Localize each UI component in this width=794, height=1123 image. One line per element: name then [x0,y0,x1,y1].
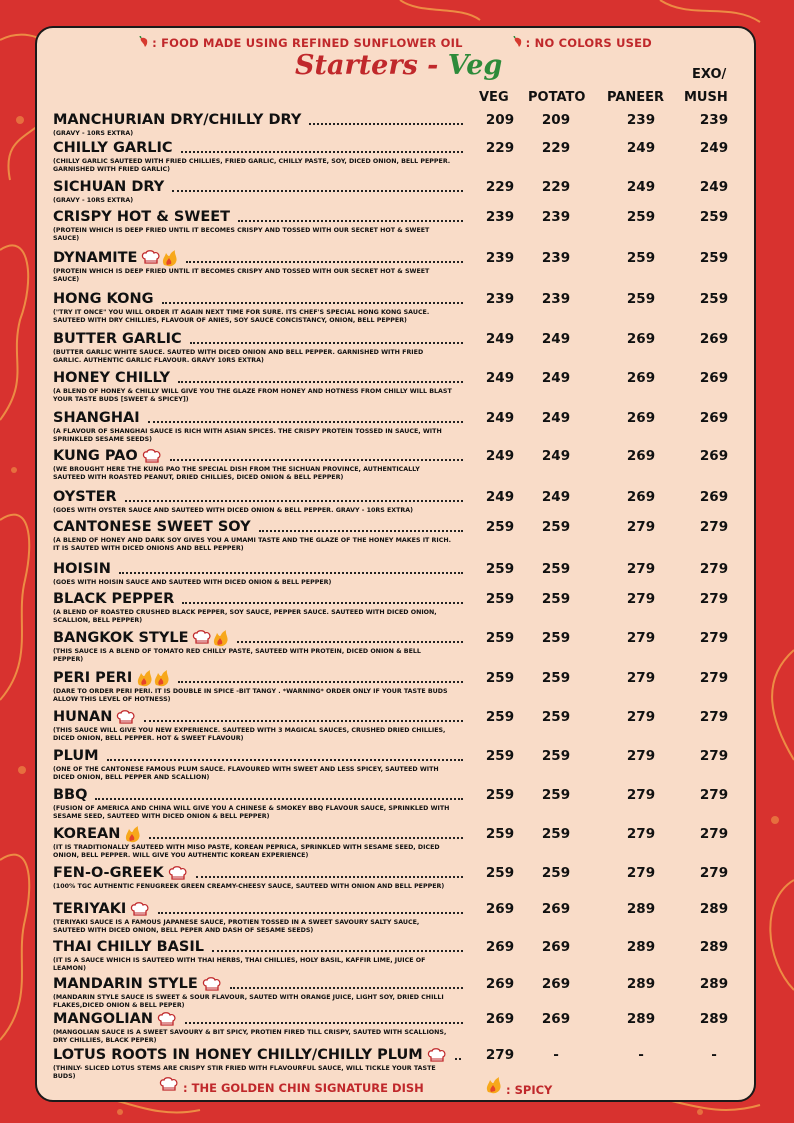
column-header-potato: POTATO [528,90,586,105]
menu-item [53,139,743,175]
price-veg: 209 [485,112,515,128]
dot-leader [185,1021,463,1024]
price-exo-mush: 279 [699,561,729,577]
price-paneer: 279 [626,561,656,577]
menu-item-name: PERI PERI [53,670,133,686]
menu-item [53,178,743,205]
price-exo-mush: 279 [699,748,729,764]
chef-hat-icon [116,710,136,725]
dot-leader [119,571,463,574]
dot-leader [158,911,463,914]
dot-leader [95,797,463,800]
price-potato: 259 [541,748,571,764]
price-paneer: 279 [626,709,656,725]
menu-item-name-line [53,669,463,687]
price-exo-mush: 279 [699,519,729,535]
price-exo-mush: 289 [699,901,729,917]
menu-item [53,747,743,783]
chef-hat-icon [142,449,162,464]
menu-item-description: (WE BROUGHT HERE THE KUNG PAO THE SPECIAL DISH FROM THE SICHUAN PROVINCE, AUTHENTICALLY SAUTEED WITH ROASTED PEANUT, DRIED CHILLIES, DICED ONION & BELL PEPPER) [53,466,420,482]
price-exo-mush: - [711,1047,717,1063]
price-potato: 259 [541,709,571,725]
menu-item-name-line [53,447,463,465]
dot-leader [212,949,463,952]
menu-item-name: HONEY CHILLY [53,370,170,386]
menu-item-description: (100% TGC AUTHENTIC FENUGREEK GREEN CREAMY-CHEESY SAUCE, SAUTEED WITH ONION AND BELL PEPPER) [53,883,445,890]
menu-item-description: (BUTTER GARLIC WHITE SAUCE. SAUTED WITH DICED ONION AND BELL PEPPER. GARNISHED WITH FRIED GARLIC. AUTHENTIC GARLIC FLAVOUR. GRAVY 10RS EXTRA) [53,349,424,365]
price-potato: 249 [541,331,571,347]
chef-hat-icon [159,1077,179,1092]
price-exo-mush: 279 [699,787,729,803]
menu-card [35,26,756,1102]
menu-item [53,518,743,554]
price-veg: 279 [485,1047,515,1063]
price-paneer: 289 [626,939,656,955]
price-potato: 229 [541,140,571,156]
menu-item-description: (MANDARIN STYLE SAUCE IS SWEET & SOUR FLAVOUR, SAUTED WITH ORANGE JUICE, LIGHT SOY, DRIED CHILLI FLAKES,DICED ONION & BELL PEPER) [53,994,444,1010]
price-veg: 249 [485,331,515,347]
price-paneer: 269 [626,370,656,386]
price-veg: 259 [485,591,515,607]
menu-item-name: MANDARIN STYLE [53,976,198,992]
price-exo-mush: 279 [699,630,729,646]
menu-item-name-line [53,975,463,993]
menu-item-description: (A BLEND OF HONEY AND DARK SOY GIVES YOU A UMAMI TASTE AND THE GLAZE OF THE HONEY MAKES IT RICH. IT IS SAUTED WITH DICED ONIONS AND BELL PEPPER) [53,537,452,553]
price-paneer: 269 [626,448,656,464]
price-veg: 249 [485,410,515,426]
menu-item-name-line [53,249,463,267]
dot-leader [309,122,463,125]
menu-item-description: (DARE TO ORDER PERI PERI. IT IS DOUBLE IN SPICE -BIT TANGY . *WARNING* ORDER ONLY IF YOUR TASTE BUDS ALLOW THIS LEVEL OF HOTNESS) [53,688,448,704]
menu-item-name-line [53,330,463,348]
price-potato: 259 [541,865,571,881]
menu-item-description: (A FLAVOUR OF SHANGHAI SAUCE IS RICH WITH ASIAN SPICES. THE CRISPY PROTEIN TOSSED IN SAUCE, WITH SPRINKLED SESAME SEEDS) [53,428,442,444]
menu-item [53,409,743,445]
menu-item [53,975,743,1011]
price-veg: 269 [485,976,515,992]
fire-icon [161,250,178,267]
price-potato: 269 [541,976,571,992]
chilli-icon [513,36,523,48]
price-exo-mush: 279 [699,826,729,842]
price-veg: 259 [485,787,515,803]
price-paneer: 289 [626,1011,656,1027]
price-potato: 259 [541,591,571,607]
chef-hat-icon [202,977,222,992]
menu-item [53,488,743,515]
price-veg: 259 [485,630,515,646]
title-veg: Veg [447,50,503,81]
dot-leader [237,640,463,643]
price-veg: 259 [485,709,515,725]
dot-leader [238,219,463,222]
menu-item [53,1010,743,1046]
menu-item-name: HUNAN [53,709,113,725]
price-paneer: 269 [626,331,656,347]
dot-leader [181,150,463,153]
menu-item-name-line [53,900,463,918]
price-paneer: 289 [626,901,656,917]
price-exo-mush: 279 [699,709,729,725]
price-paneer: 279 [626,787,656,803]
menu-item-name: BBQ [53,787,88,803]
column-header-mush: MUSH [684,90,728,105]
chilli-icon [139,36,149,48]
price-exo-mush: 239 [699,112,729,128]
refined-oil-note: : FOOD MADE USING REFINED SUNFLOWER OIL [152,36,463,50]
price-veg: 259 [485,865,515,881]
menu-item-description: (THIS SAUCE WILL GIVE YOU NEW EXPERIENCE. SAUTEED WITH 3 MAGICAL SAUCES, CRUSHED DRIED CHILLIES, DICED ONION, BELL PEPPER. HOT & SWEET FLAVOUR) [53,727,446,743]
price-veg: 249 [485,489,515,505]
chef-hat-icon [427,1048,447,1063]
menu-item [53,249,743,285]
price-paneer: - [638,1047,644,1063]
menu-item-name: TERIYAKI [53,901,127,917]
menu-item [53,560,743,587]
menu-item-description: (CHILLY GARLIC SAUTEED WITH FRIED CHILLIES, FRIED GARLIC, CHILLY PASTE, SOY, DICED ONION, BELL PEPPER. GARNISHED WITH FRIED GARLIC) [53,158,451,174]
price-veg: 249 [485,370,515,386]
dot-leader [182,601,463,604]
column-header-exo: EXO/ [692,67,727,82]
price-potato: 239 [541,250,571,266]
price-paneer: 259 [626,250,656,266]
menu-item-description: ("TRY IT ONCE" YOU WILL ORDER IT AGAIN NEXT TIME FOR SURE. ITS CHEF'S SPECIAL HONG KONG SAUCE. SAUTEED WITH DRY CHILLIES, FLAVOUR OF ANIES, SOY SAUCE CONCISTANCY, ONION, BELL PEPPER) [53,309,430,325]
price-exo-mush: 259 [699,291,729,307]
menu-item-description: (A BLEND OF HONEY & CHILLY WILL GIVE YOU THE GLAZE FROM HONEY AND HOTNESS FROM CHILLY WILL BLAST YOUR TASTE BUDS [SWEET & SPICEY]) [53,388,452,404]
legend-spicy-text: : SPICY [506,1083,553,1097]
price-veg: 259 [485,561,515,577]
price-potato: 249 [541,448,571,464]
menu-item [53,290,743,326]
price-paneer: 279 [626,826,656,842]
price-potato: - [553,1047,559,1063]
price-potato: 259 [541,630,571,646]
menu-item-name: CRISPY HOT & SWEET [53,209,231,225]
price-exo-mush: 249 [699,140,729,156]
menu-item-name-line [53,864,463,882]
fire-icon [485,1077,502,1094]
price-paneer: 249 [626,179,656,195]
menu-item-name-line [53,825,463,843]
menu-item-name-line [53,409,463,427]
dot-leader [172,189,463,192]
dot-leader [170,458,463,461]
price-potato: 259 [541,670,571,686]
chef-hat-icon [168,866,188,881]
dot-leader [455,1057,463,1060]
menu-item [53,447,743,483]
price-veg: 269 [485,939,515,955]
menu-item-name-line [53,1010,463,1028]
price-potato: 249 [541,410,571,426]
dot-leader [107,758,463,761]
dot-leader [230,986,463,989]
price-potato: 229 [541,179,571,195]
price-paneer: 259 [626,291,656,307]
price-exo-mush: 289 [699,939,729,955]
price-veg: 239 [485,291,515,307]
price-potato: 269 [541,1011,571,1027]
dot-leader [178,680,463,683]
menu-item-description: (THIS SAUCE IS A BLEND OF TOMATO RED CHILLY PASTE, SAUTEED WITH PROTEIN, DICED ONION & BELL PEPPER) [53,648,421,664]
menu-item-description: (GRAVY - 10RS EXTRA) [53,197,134,204]
menu-item-description: (FUSION OF AMERICA AND CHINA WILL GIVE YOU A CHINESE & SMOKEY BBQ FLAVOUR SAUCE, SPRINKLED WITH SESAME SEED, SAUTEED WITH DICED ONION & BELL PEPPER) [53,805,450,821]
price-paneer: 279 [626,630,656,646]
dot-leader [149,836,463,839]
price-exo-mush: 259 [699,250,729,266]
menu-item-description: (THINLY- SLICED LOTUS STEMS ARE CRISPY STIR FRIED WITH FLAVOURFUL SAUCE, WILL TICKLE YOUR TASTE BUDS) [53,1065,436,1081]
price-exo-mush: 269 [699,489,729,505]
price-veg: 239 [485,209,515,225]
menu-item-icons [136,670,170,687]
menu-item-name-line [53,208,463,226]
menu-item-description: (IT IS A SAUCE WHICH IS SAUTEED WITH THAI HERBS, THAI CHILLIES, HOLY BASIL, KAFFIR LIME, JUICE OF LEAMON) [53,957,426,973]
menu-item [53,208,743,244]
price-veg: 229 [485,140,515,156]
menu-item-name-line [53,369,463,387]
fire-icon [124,826,141,843]
menu-item-name-line [53,178,463,196]
menu-item [53,864,743,891]
dot-leader [148,420,463,423]
price-potato: 259 [541,787,571,803]
legend-spicy [485,1077,552,1097]
dot-leader [259,529,463,532]
menu-item-name-line [53,139,463,157]
menu-item-icons [202,977,222,992]
price-paneer: 279 [626,670,656,686]
price-exo-mush: 269 [699,410,729,426]
menu-item-name: BLACK PEPPER [53,591,175,607]
menu-item-name-line [53,590,463,608]
price-exo-mush: 269 [699,331,729,347]
menu-item-icons [427,1048,447,1063]
menu-item-name: BANGKOK STYLE [53,630,189,646]
price-exo-mush: 289 [699,976,729,992]
menu-item [53,708,743,744]
menu-item [53,369,743,405]
price-paneer: 279 [626,865,656,881]
price-exo-mush: 289 [699,1011,729,1027]
chef-hat-icon [130,902,150,917]
menu-item-name: CANTONESE SWEET SOY [53,519,251,535]
column-header-paneer: PANEER [607,90,665,105]
dot-leader [190,341,463,344]
chef-hat-icon [141,250,161,265]
dot-leader [162,301,464,304]
no-colors-note: : NO COLORS USED [525,36,652,50]
title-main: Starters - [295,50,448,81]
menu-item-description: (GOES WITH HOISIN SAUCE AND SAUTEED WITH DICED ONION & BELL PEPPER) [53,579,332,586]
menu-item-description: (TERIYAKI SAUCE IS A FAMOUS JAPANESE SAUCE, PROTIEN TOSSED IN A SWEET SAVOURY SALTY SAUCE, SAUTEED WITH DICED ONION, BELL PEPER AND DASH OF SESAME SEEDS) [53,919,420,935]
price-paneer: 269 [626,410,656,426]
dot-leader [144,719,463,722]
menu-item-name-line [53,1046,463,1064]
fire-icon [153,670,170,687]
price-potato: 269 [541,901,571,917]
menu-item-name-line [53,111,463,129]
page-title [295,50,502,81]
menu-item [53,786,743,822]
header-notes [37,36,754,50]
menu-item-name: OYSTER [53,489,117,505]
menu-item-icons [124,826,141,843]
price-veg: 249 [485,448,515,464]
fire-icon [136,670,153,687]
menu-item-name: PLUM [53,748,99,764]
price-potato: 239 [541,291,571,307]
menu-item-name: HONG KONG [53,291,154,307]
menu-item-description: (PROTEIN WHICH IS DEEP FRIED UNTIL IT BECOMES CRISPY AND TOSSED WITH OUR SECRET HOT & SWEET SAUCE) [53,227,430,243]
dot-leader [186,260,463,263]
menu-item-description: (PROTEIN WHICH IS DEEP FRIED UNTIL IT BECOMES CRISPY AND TOSSED WITH OUR SECRET HOT & SWEET SAUCE) [53,268,430,284]
menu-item-icons [192,630,229,647]
menu-item-description: (GOES WITH OYSTER SAUCE AND SAUTEED WITH DICED ONION & BELL PEPPER. GRAVY - 10RS EXTRA) [53,507,414,514]
menu-item-name: HOISIN [53,561,111,577]
price-exo-mush: 269 [699,370,729,386]
menu-item-name-line [53,560,463,578]
price-veg: 259 [485,748,515,764]
menu-item-description: (ONE OF THE CANTONESE FAMOUS PLUM SAUCE. FLAVOURED WITH SWEET AND LESS SPICEY, SAUTEED WITH DICED ONION, BELL PEPPER AND SCALLION) [53,766,439,782]
menu-item-name: MANCHURIAN DRY/CHILLY DRY [53,112,302,128]
dot-leader [178,380,463,383]
menu-item [53,330,743,366]
price-veg: 259 [485,670,515,686]
menu-item-icons [141,250,178,267]
menu-item-name-line [53,290,463,308]
price-veg: 269 [485,1011,515,1027]
price-veg: 259 [485,519,515,535]
price-exo-mush: 269 [699,448,729,464]
menu-item-name: LOTUS ROOTS IN HONEY CHILLY/CHILLY PLUM [53,1047,423,1063]
menu-item-name: SICHUAN DRY [53,179,165,195]
menu-item [53,629,743,665]
menu-item-name-line [53,629,463,647]
menu-item-icons [116,710,136,725]
menu-item-name-line [53,708,463,726]
menu-item-name: THAI CHILLY BASIL [53,939,204,955]
dot-leader [125,499,463,502]
menu-item-name: DYNAMITE [53,250,138,266]
menu-item-icons [157,1012,177,1027]
fire-icon [212,630,229,647]
price-potato: 239 [541,209,571,225]
price-potato: 259 [541,561,571,577]
price-potato: 209 [541,112,571,128]
menu-item-name-line [53,786,463,804]
price-paneer: 289 [626,976,656,992]
menu-item-icons [168,866,188,881]
menu-item-description: (IT IS TRADITIONALLY SAUTEED WITH MISO PASTE, KOREAN PEPRICA, SPRINKLED WITH SESAME SEED, DICED ONION, BELL PEPPER. WILL GIVE YOU AUTHENTIC KOREAN EXPERIENCE) [53,844,440,860]
chef-hat-icon [192,630,212,645]
menu-item [53,669,743,705]
price-paneer: 239 [626,112,656,128]
menu-item-name: BUTTER GARLIC [53,331,182,347]
price-paneer: 279 [626,591,656,607]
price-veg: 259 [485,826,515,842]
menu-item-icons [142,449,162,464]
menu-item-name: KOREAN [53,826,121,842]
menu-item [53,111,743,138]
menu-item-description: (GRAVY - 10RS EXTRA) [53,130,134,137]
menu-item-name-line [53,938,463,956]
menu-item [53,938,743,974]
menu-item-name-line [53,747,463,765]
price-exo-mush: 279 [699,670,729,686]
price-exo-mush: 279 [699,865,729,881]
menu-item-name-line [53,488,463,506]
price-potato: 259 [541,519,571,535]
legend-signature [159,1077,424,1095]
menu-item-name: MANGOLIAN [53,1011,154,1027]
price-potato: 259 [541,826,571,842]
legend-signature-text: : THE GOLDEN CHIN SIGNATURE DISH [183,1081,424,1095]
menu-item-description: (MANGOLIAN SAUCE IS A SWEET SAVOURY & BIT SPICY, PROTIEN FIRED TILL CRISPY, SAUTED WITH SCALLIONS, DRY CHILLIES, BLACK PEPER) [53,1029,447,1045]
dot-leader [196,875,463,878]
menu-item [53,590,743,626]
price-paneer: 279 [626,748,656,764]
price-potato: 249 [541,370,571,386]
menu-item-name: KUNG PAO [53,448,138,464]
price-exo-mush: 279 [699,591,729,607]
column-header-veg: VEG [479,90,509,105]
price-potato: 249 [541,489,571,505]
menu-item-name-line [53,518,463,536]
menu-item [53,825,743,861]
menu-item-description: (A BLEND OF ROASTED CRUSHED BLACK PEPPER, SOY SAUCE, PEPPER SAUCE. SAUTEED WITH DICED ONION, SCALLION, BELL PEPPER) [53,609,437,625]
price-paneer: 269 [626,489,656,505]
price-exo-mush: 249 [699,179,729,195]
chef-hat-icon [157,1012,177,1027]
price-exo-mush: 259 [699,209,729,225]
price-veg: 229 [485,179,515,195]
menu-item-name: CHILLY GARLIC [53,140,173,156]
price-paneer: 249 [626,140,656,156]
price-paneer: 259 [626,209,656,225]
price-paneer: 279 [626,519,656,535]
price-veg: 239 [485,250,515,266]
menu-item-name: SHANGHAI [53,410,140,426]
menu-item-name: FEN-O-GREEK [53,865,164,881]
menu-item-icons [130,902,150,917]
menu-item [53,900,743,936]
price-potato: 269 [541,939,571,955]
price-veg: 269 [485,901,515,917]
